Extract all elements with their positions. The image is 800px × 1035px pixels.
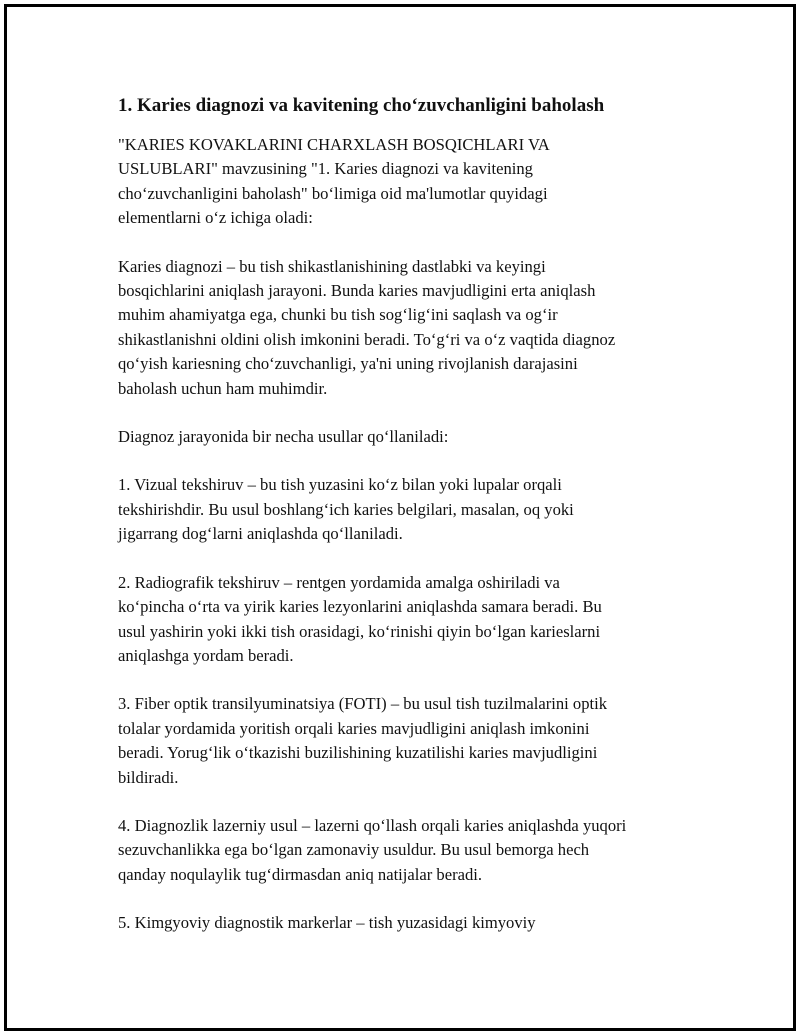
text-line: cho‘zuvchanligini baholash" bo‘limiga oid ma'lumotlar quyidagi bbox=[118, 183, 548, 203]
text-line: beradi. Yorug‘lik o‘tkazishi buzilishining kuzatilishi karies mavjudligini bbox=[118, 743, 598, 763]
text-line: 5. Kimgyoviy diagnostik markerlar – tish yuzasidagi kimyoviy bbox=[118, 913, 536, 933]
text-line: bosqichlarini aniqlash jarayoni. Bunda karies mavjudligini erta aniqlash bbox=[118, 281, 596, 301]
text-line: elementlarni o‘z ichiga oladi: bbox=[118, 208, 313, 228]
method-3-paragraph bbox=[118, 692, 698, 790]
text-line: muhim ahamiyatga ega, chunki bu tish sog‘lig‘ini saqlash va og‘ir bbox=[118, 305, 558, 325]
methods-intro-paragraph bbox=[118, 425, 698, 449]
intro-paragraph bbox=[118, 133, 698, 231]
method-5-paragraph bbox=[118, 911, 698, 935]
text-line: aniqlashga yordam beradi. bbox=[118, 645, 294, 665]
text-line: Karies diagnozi – bu tish shikastlanishining dastlabki va keyingi bbox=[118, 256, 546, 276]
text-line: USLUBLARI" mavzusining "1. Karies diagnozi va kavitening bbox=[118, 159, 533, 179]
method-4-paragraph bbox=[118, 814, 698, 887]
text-line: usul yashirin yoki ikki tish orasidagi, ko‘rinishi qiyin bo‘lgan karieslarni bbox=[118, 621, 601, 641]
text-line: 4. Diagnozlik lazerniy usul – lazerni qo‘llash orqali karies aniqlashda yuqori bbox=[118, 815, 627, 835]
text-line: shikastlanishni oldini olish imkonini beradi. To‘g‘ri va o‘z vaqtida diagnoz bbox=[118, 329, 616, 349]
document-body bbox=[118, 93, 698, 960]
text-line: sezuvchanlikka ega bo‘lgan zamonaviy usuldur. Bu usul bemorga hech bbox=[118, 840, 590, 860]
text-line: jigarrang dog‘larni aniqlashda qo‘llaniladi. bbox=[118, 524, 403, 544]
text-line: 1. Vizual tekshiruv – bu tish yuzasini ko‘z bilan yoki lupalar orqali bbox=[118, 475, 562, 495]
text-line: Diagnoz jarayonida bir necha usullar qo‘llaniladi: bbox=[118, 427, 449, 447]
text-line: qanday noqulaylik tug‘dirmasdan aniq natijalar beradi. bbox=[118, 864, 483, 884]
text-line: 2. Radiografik tekshiruv – rentgen yordamida amalga oshiriladi va bbox=[118, 572, 560, 592]
definition-paragraph bbox=[118, 255, 698, 401]
text-line: baholash uchun ham muhimdir. bbox=[118, 378, 328, 398]
text-line: qo‘yish kariesning cho‘zuvchanligi, ya'ni uning rivojlanish darajasini bbox=[118, 354, 578, 374]
method-2-paragraph bbox=[118, 571, 698, 669]
text-line: ko‘pincha o‘rta va yirik karies lezyonlarini aniqlashda samara beradi. Bu bbox=[118, 597, 602, 617]
text-line: 3. Fiber optik transilyuminatsiya (FOTI) – bu usul tish tuzilmalarini optik bbox=[118, 694, 608, 714]
text-line: bildiradi. bbox=[118, 767, 179, 787]
text-line: "KARIES KOVAKLARINI CHARXLASH BOSQICHLARI VA bbox=[118, 135, 550, 154]
text-line: tekshirishdir. Bu usul boshlang‘ich karies belgilari, masalan, oq yoki bbox=[118, 499, 574, 519]
method-1-paragraph bbox=[118, 473, 698, 546]
text-line: tolalar yordamida yoritish orqali karies mavjudligini aniqlash imkonini bbox=[118, 718, 590, 738]
document-heading: 1. Karies diagnozi va kavitening cho‘zuvchanligini baholash bbox=[118, 95, 605, 116]
